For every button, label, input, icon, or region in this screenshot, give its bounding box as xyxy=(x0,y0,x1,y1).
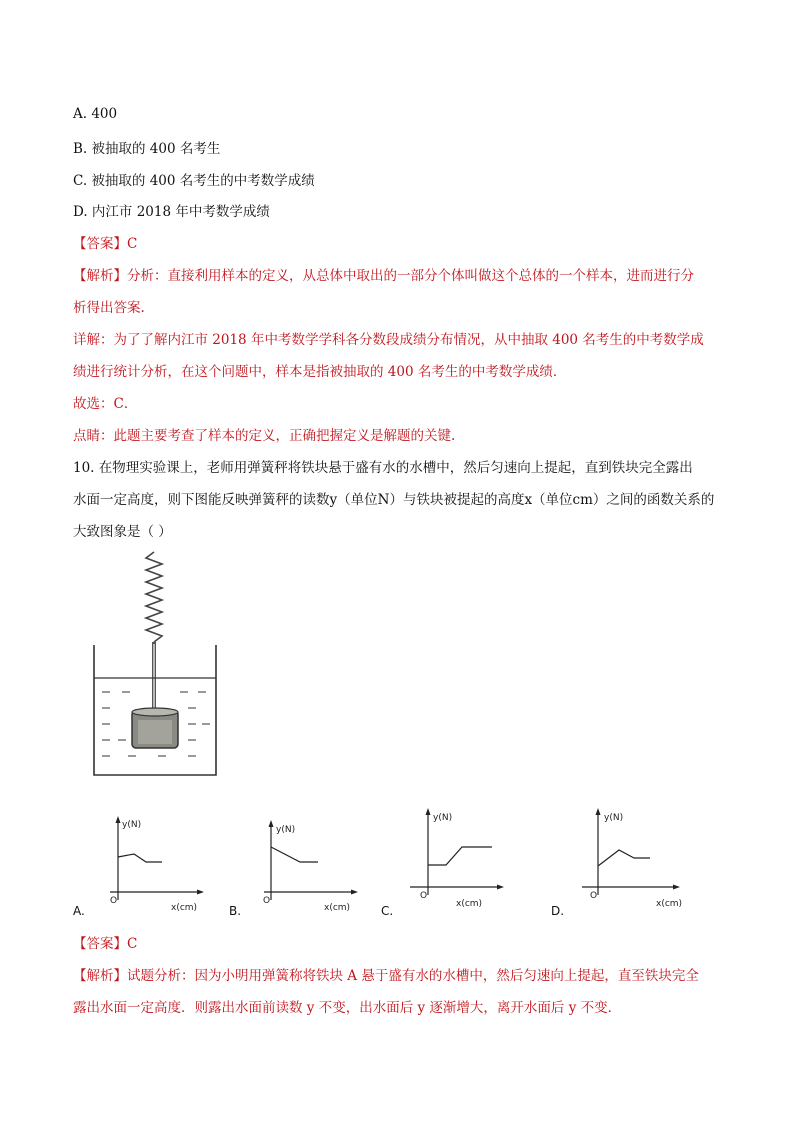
graph-a-y-label: y(N) xyxy=(122,820,142,830)
graph-a-curve xyxy=(118,854,162,862)
graph-a-x-label: x(cm) xyxy=(171,903,198,913)
graph-b-curve xyxy=(271,847,318,862)
graph-c-y-label: y(N) xyxy=(433,813,453,823)
graph-b-x-label: x(cm) xyxy=(324,903,351,913)
graph-d-x-label: x(cm) xyxy=(656,899,683,909)
option-d: D. 内江市 2018 年中考数学成绩 xyxy=(73,204,270,220)
choice-line: 故选：C． xyxy=(73,396,138,412)
option-b: B. 被抽取的 400 名考生 xyxy=(73,141,221,157)
analysis-line-1: 【解析】分析：直接利用样本的定义，从总体中取出的一部分个体叫做这个总体的一个样本，进而进行分 xyxy=(73,268,694,284)
detail-line-2: 绩进行统计分析，在这个问题中，样本是指被抽取的 400 名考生的中考数学成绩． xyxy=(73,364,567,380)
analysis-line-2: 析得出答案. xyxy=(73,300,145,316)
graph-c-curve xyxy=(428,847,492,865)
spring-coil xyxy=(146,552,162,642)
spring-scale-figure xyxy=(88,550,228,785)
question-10-stem-2: 水面一定高度，则下图能反映弹簧秤的读数y（单位N）与铁块被提起的高度x（单位cm）之间的函数关系的 xyxy=(73,492,715,508)
detail-line-1: 详解：为了了解内江市 2018 年中考数学学科各分数段成绩分布情况，从中抽取 400 名考生的中考数学成 xyxy=(73,332,704,348)
graph-c-option-label: C. xyxy=(381,904,394,918)
graph-d-curve xyxy=(598,850,650,866)
graph-b-y-label: y(N) xyxy=(276,825,296,835)
graph-b-option-label: B. xyxy=(229,904,242,918)
graph-d-y-label: y(N) xyxy=(604,813,624,823)
graph-a-origin: O xyxy=(110,896,118,906)
graph-option-d xyxy=(548,800,688,922)
graph-b-origin: O xyxy=(263,896,271,906)
q10-analysis-line-2: 露出水面一定高度．则露出水面前读数 y 不变，出水面后 y 逐渐增大，离开水面后 y 不变． xyxy=(73,1000,622,1016)
question-10-stem-1: 10. 在物理实验课上，老师用弹簧秤将铁块悬于盛有水的水槽中，然后匀速向上提起，直到铁块完全露出 xyxy=(73,460,693,476)
q10-answer-label: 【答案】C xyxy=(73,936,138,952)
option-c: C. 被抽取的 400 名考生的中考数学成绩 xyxy=(73,173,315,189)
graph-option-a xyxy=(70,812,210,922)
graph-d-origin: O xyxy=(590,891,598,901)
graph-c-origin: O xyxy=(420,891,428,901)
q10-analysis-line-1: 【解析】试题分析：因为小明用弹簧称将铁块 A 悬于盛有水的水槽中，然后匀速向上提起，直至铁块完全 xyxy=(73,968,699,984)
graph-option-b xyxy=(226,812,366,922)
graph-a-option-label: A. xyxy=(73,904,85,918)
graph-option-c xyxy=(378,800,508,922)
graph-d-option-label: D. xyxy=(551,904,565,918)
question-10-stem-3: 大致图象是（ ） xyxy=(73,524,172,540)
iron-block xyxy=(132,708,178,748)
option-a: A. 400 xyxy=(73,106,118,122)
graph-c-x-label: x(cm) xyxy=(456,899,483,909)
comment-line: 点睛：此题主要考查了样本的定义，正确把握定义是解题的关键. xyxy=(73,428,456,444)
answer-label: 【答案】C xyxy=(73,236,138,252)
